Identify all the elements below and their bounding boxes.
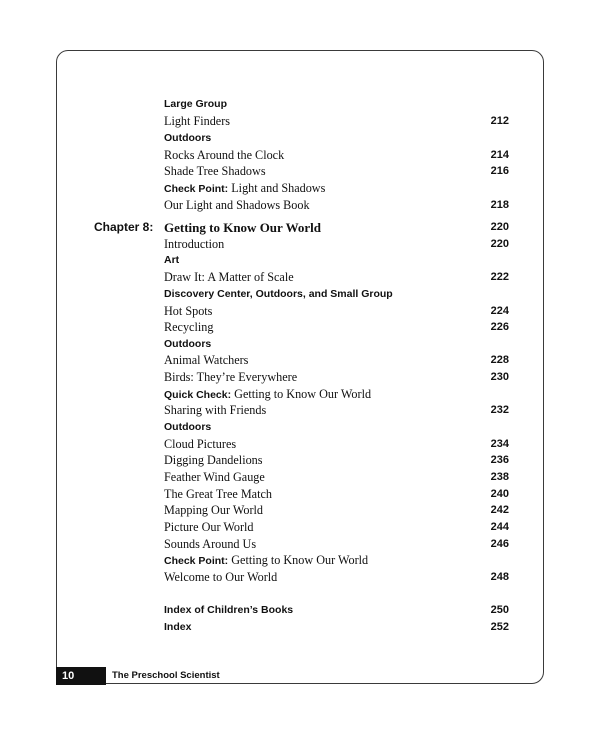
toc-check: Check Point: Getting to Know Our World	[164, 553, 369, 567]
chapter-label: Chapter 8:	[94, 220, 154, 234]
toc-heading: Discovery Center, Outdoors, and Small Group	[164, 288, 393, 300]
toc-entry: Digging Dandelions 236	[164, 453, 509, 467]
toc-heading: Art	[164, 254, 180, 266]
toc-entry: Draw It: A Matter of Scale 222	[164, 270, 509, 284]
toc-index-entry: Index of Children’s Books 250	[164, 604, 509, 616]
toc-entry: Birds: They’re Everywhere 230	[164, 370, 509, 384]
toc-heading: Outdoors	[164, 132, 212, 144]
toc-entry: Our Light and Shadows Book 218	[164, 198, 509, 212]
toc-check: Check Point: Light and Shadows	[164, 181, 326, 195]
toc-check: Quick Check: Getting to Know Our World	[164, 387, 372, 401]
toc-index-entry: Index 252	[164, 621, 509, 633]
toc-heading: Large Group	[164, 98, 228, 110]
toc-entry: Light Finders 212	[164, 114, 509, 128]
toc-entry: Recycling 226	[164, 320, 509, 334]
toc-entry: The Great Tree Match 240	[164, 487, 509, 501]
toc-entry: Hot Spots 224	[164, 304, 509, 318]
book-title: The Preschool Scientist	[112, 670, 220, 681]
toc-entry: Shade Tree Shadows 216	[164, 164, 509, 178]
toc-entry: Introduction 220	[164, 237, 509, 251]
toc-entry: Sharing with Friends 232	[164, 403, 509, 417]
toc-entry: Rocks Around the Clock 214	[164, 148, 509, 162]
toc-entry: Mapping Our World 242	[164, 503, 509, 517]
toc-entry: Feather Wind Gauge 238	[164, 470, 509, 484]
toc-heading: Outdoors	[164, 338, 212, 350]
toc-entry: Picture Our World 244	[164, 520, 509, 534]
toc-heading: Outdoors	[164, 421, 212, 433]
page-number: 10	[56, 667, 106, 685]
toc-entry: Animal Watchers 228	[164, 353, 509, 367]
toc-entry: Cloud Pictures 234	[164, 437, 509, 451]
toc-entry: Welcome to Our World 248	[164, 570, 509, 584]
toc-chapter: Getting to Know Our World 220	[164, 220, 509, 235]
toc-entry: Sounds Around Us 246	[164, 537, 509, 551]
